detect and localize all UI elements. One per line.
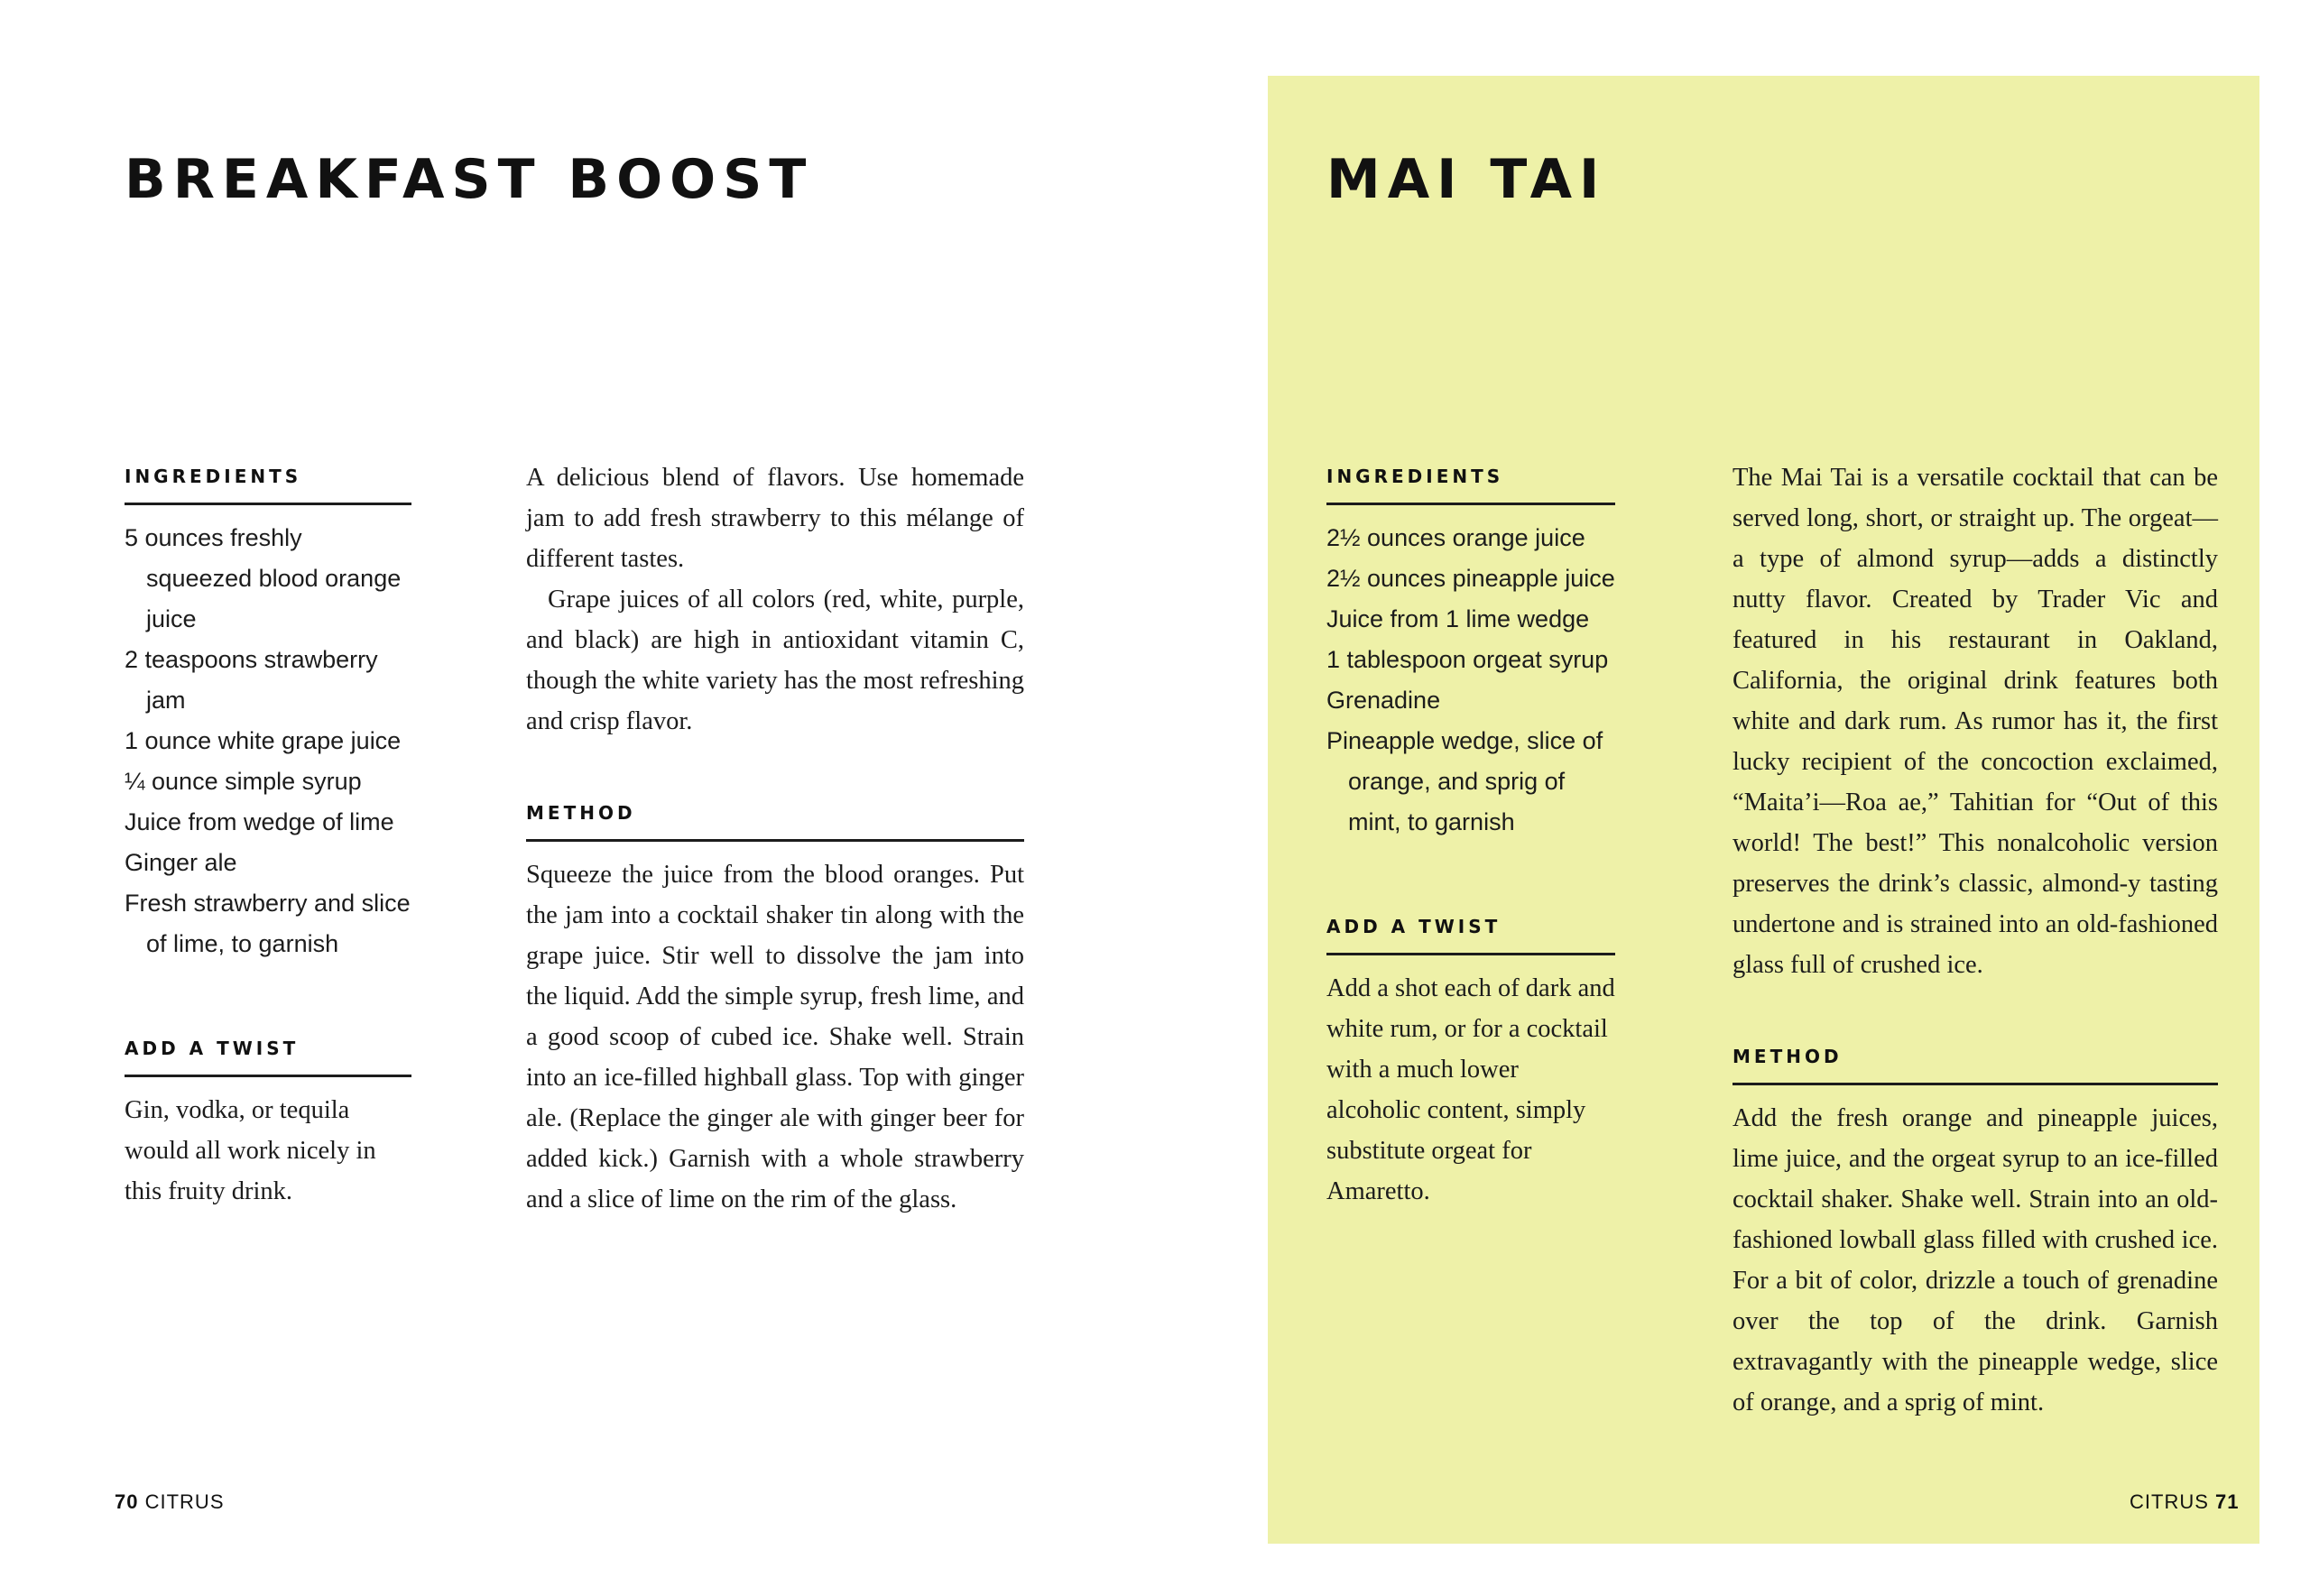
right-method-text: Add the fresh orange and pineapple juices, lime juice, and the orgeat syrup to an ice-filled cocktail shaker. Shake well. Strain into an old-fashioned lowball glass filled with crushed ice. For a bit of color, drizzle a touch of grenadine over the top of the drink. Garnish extravagantly with the pineapple wedge, slice of orange, and a sprig of mint. (1732, 1104, 2218, 1416)
right-twist-label: ADD A TWIST (1326, 913, 1615, 955)
left-page-number: 70 (115, 1490, 139, 1513)
ingredient-item: Grenadine (1326, 687, 1441, 714)
right-main-column (1732, 457, 2218, 1423)
right-section-name: CITRUS (2130, 1490, 2209, 1513)
ingredient-item: Ginger ale (125, 849, 237, 876)
left-twist-text: Gin, vodka, or tequila would all work nicely in this fruity drink. (125, 1096, 376, 1205)
left-ingredients-label: INGREDIENTS (125, 463, 411, 505)
left-section-name: CITRUS (144, 1490, 225, 1513)
ingredient-item: Juice from 1 lime wedge (1326, 605, 1590, 632)
right-method-label: METHOD (1732, 1043, 2218, 1085)
left-recipe-title: BREAKFAST BOOST (125, 148, 814, 211)
right-sidebar-column (1326, 463, 1615, 1212)
left-main-column (526, 457, 1024, 1220)
left-intro-paragraph-2: Grape juices of all colors (red, white, purple, and black) are high in antioxidant vitamin C, though the white variety has the most refreshing and crisp flavor. (526, 586, 1024, 735)
ingredient-item: ¼ ounce simple syrup (125, 768, 362, 795)
right-folio (2130, 1489, 2240, 1516)
left-folio (115, 1489, 225, 1516)
left-intro-paragraph-1: A delicious blend of flavors. Use homemade jam to add fresh strawberry to this mélange of different tastes. (526, 464, 1024, 573)
right-intro-paragraph: The Mai Tai is a versatile cocktail that can be served long, short, or straight up. The orgeat—a type of almond syrup—adds a distinctly nutty flavor. Created by Trader Vic and featured in his restaurant in Oakland, California, the original drink features both white and dark rum. As rumor has it, the first lucky recipient of the concoction exclaimed, “Maita’i—Roa ae,” Tahitian for “Out of this world! The best!” This nonalcoholic version preserves the drink’s classic, almond-y tasting undertone and is strained into an old-fashioned glass full of crushed ice. (1732, 464, 2218, 979)
left-ingredients-list (125, 518, 411, 964)
left-method-text: Squeeze the juice from the blood oranges. Put the jam into a cocktail shaker tin along with the grape juice. Stir well to dissolve the jam into the liquid. Add the simple syrup, fresh lime, and a good scoop of cubed ice. Shake well. Strain into an ice-filled highball glass. Top with ginger ale. (Replace the ginger ale with ginger beer for added kick.) Garnish with a whole strawberry and a slice of lime on the rim of the glass. (526, 861, 1024, 1213)
left-method-label: METHOD (526, 799, 1024, 842)
right-recipe-title: MAI TAI (1326, 148, 1607, 211)
left-sidebar-column (125, 463, 411, 1212)
ingredient-item: Juice from wedge of lime (125, 808, 394, 835)
ingredient-item: 1 tablespoon orgeat syrup (1326, 646, 1609, 673)
ingredient-item: 2 teaspoons strawberry jam (125, 646, 378, 714)
right-ingredients-label: INGREDIENTS (1326, 463, 1615, 505)
left-twist-label: ADD A TWIST (125, 1035, 411, 1077)
ingredient-item: 1 ounce white grape juice (125, 727, 402, 754)
right-twist-text: Add a shot each of dark and white rum, or for a cocktail with a much lower alcoholic content, simply substitute orgeat for Amaretto. (1326, 974, 1615, 1205)
ingredient-item: 2½ ounces orange juice (1326, 524, 1585, 551)
ingredient-item: 5 ounces freshly squeezed blood orange juice (125, 524, 402, 632)
ingredient-item: Fresh strawberry and slice of lime, to garnish (125, 890, 411, 957)
ingredient-item: 2½ ounces pineapple juice (1326, 565, 1615, 592)
right-ingredients-list (1326, 518, 1615, 843)
ingredient-item: Pineapple wedge, slice of orange, and sprig of mint, to garnish (1326, 727, 1603, 835)
right-page-number: 71 (2215, 1490, 2240, 1513)
